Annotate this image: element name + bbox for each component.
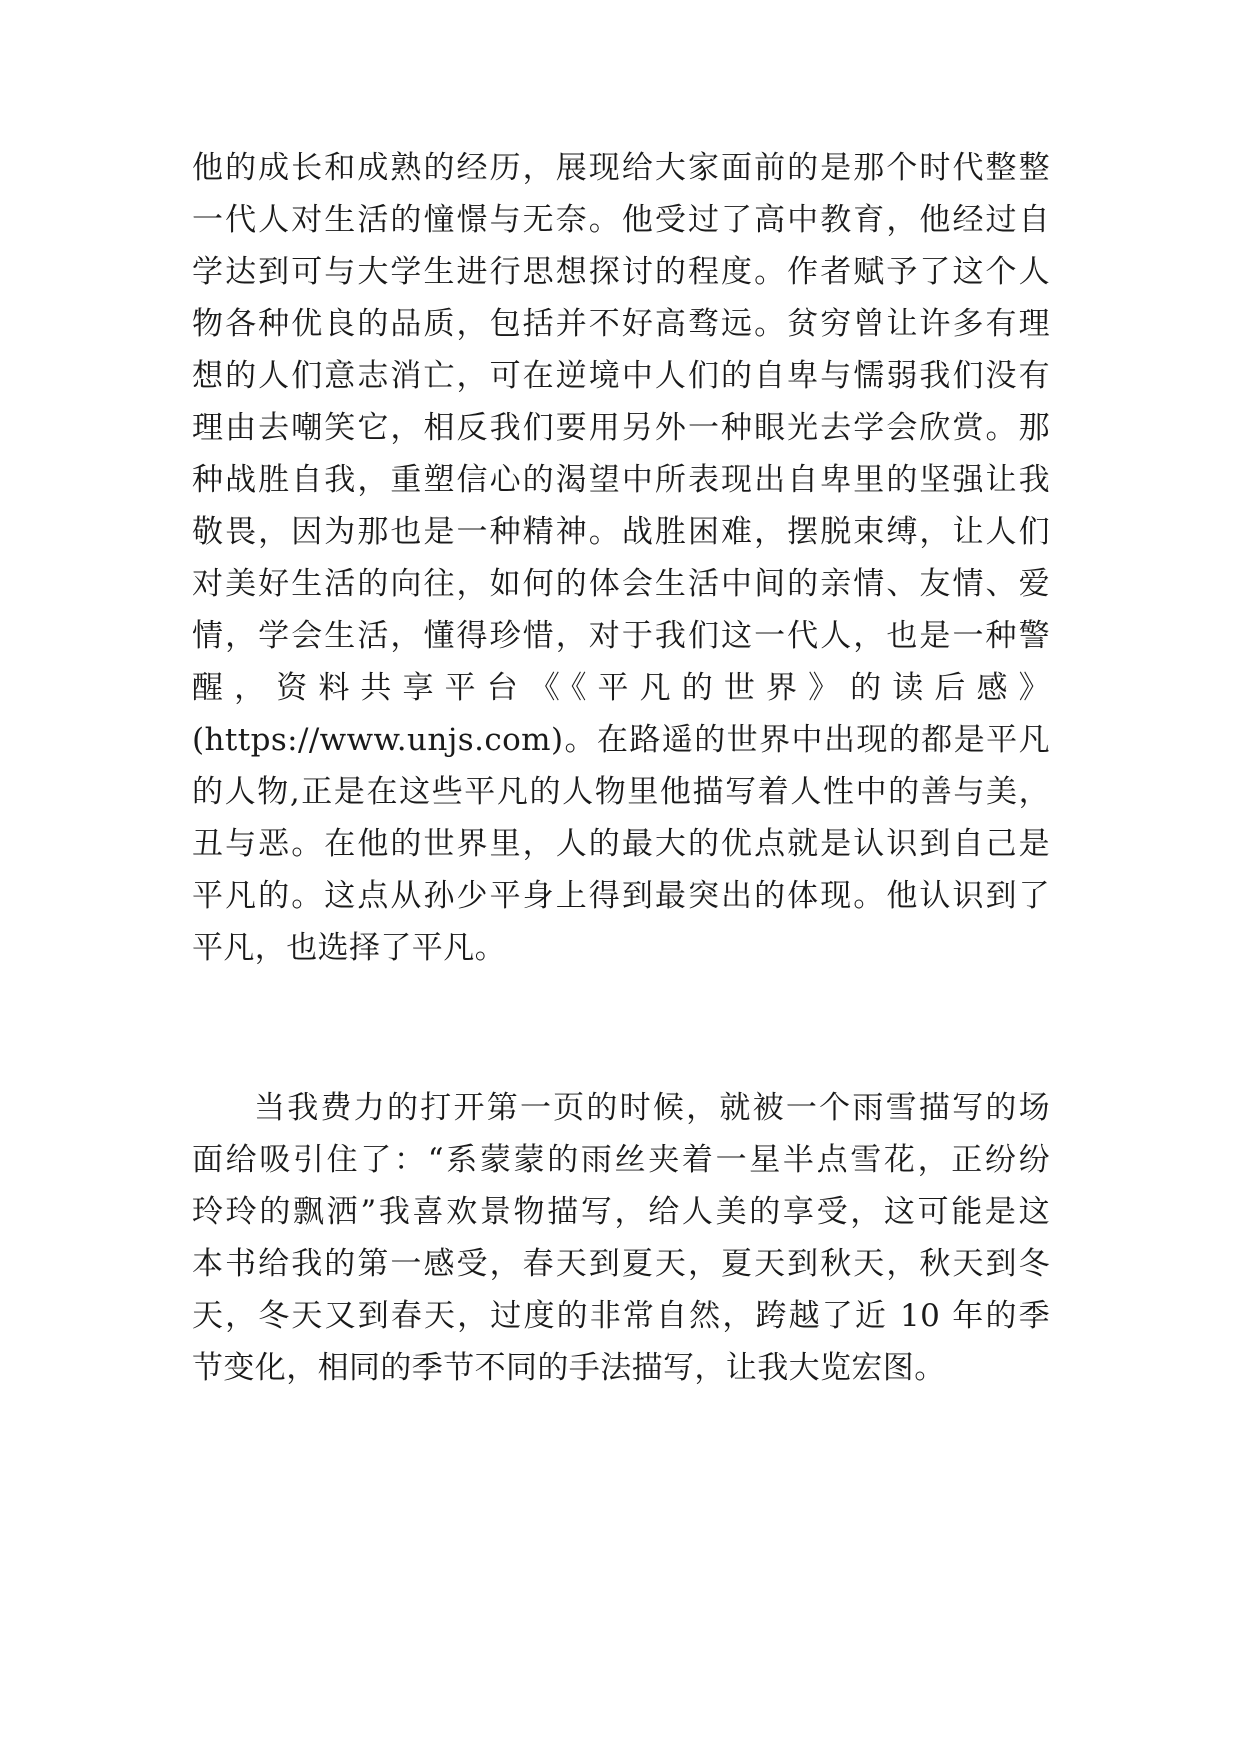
text-line: 面给吸引住了：“系蒙蒙的雨丝夹着一星半点雪花，正纷纷	[192, 1142, 1050, 1178]
text-line: 天，冬天又到春天，过度的非常自然，跨越了近 10 年的季	[192, 1298, 1050, 1334]
text-line: 玲玲的飘洒”我喜欢景物描写，给人美的享受，这可能是这	[192, 1194, 1050, 1230]
text-line: 想的人们意志消亡，可在逆境中人们的自卑与懦弱我们没有	[192, 358, 1050, 394]
text-line: 理由去嘲笑它，相反我们要用另外一种眼光去学会欣赏。那	[192, 410, 1050, 446]
text-line: 学达到可与大学生进行思想探讨的程度。作者赋予了这个人	[192, 254, 1050, 290]
text-line: 丑与恶。在他的世界里，人的最大的优点就是认识到自己是	[192, 826, 1050, 862]
text-line: 一代人对生活的憧憬与无奈。他受过了高中教育，他经过自	[192, 202, 1050, 238]
text-line: 情，学会生活，懂得珍惜，对于我们这一代人，也是一种警	[192, 618, 1050, 654]
text-line: 本书给我的第一感受，春天到夏天，夏天到秋天，秋天到冬	[192, 1246, 1050, 1282]
text-line: 敬畏，因为那也是一种精神。战胜困难，摆脱束缚，让人们	[192, 514, 1050, 550]
text-line: 他的成长和成熟的经历，展现给大家面前的是那个时代整整	[192, 150, 1050, 186]
text-line-indented: 当我费力的打开第一页的时候，就被一个雨雪描写的场	[254, 1090, 1050, 1126]
text-line: 种战胜自我，重塑信心的渴望中所表现出自卑里的坚强让我	[192, 462, 1050, 498]
text-line: 的人物,正是在这些平凡的人物里他描写着人性中的善与美，	[192, 774, 1050, 810]
text-line: 平凡的。这点从孙少平身上得到最突出的体现。他认识到了	[192, 878, 1050, 914]
text-line: 醒，资料共享平台《《平凡的世界》的读后感》	[192, 670, 1050, 706]
text-line: 物各种优良的品质，包括并不好高骛远。贫穷曾让许多有理	[192, 306, 1050, 342]
text-line: 节变化，相同的季节不同的手法描写，让我大览宏图。	[192, 1350, 946, 1386]
text-line: 对美好生活的向往，如何的体会生活中间的亲情、友情、爱	[192, 566, 1050, 602]
text-line: 平凡，也选择了平凡。	[192, 930, 506, 966]
text-line-url: (https://www.unjs.com)。在路遥的世界中出现的都是平凡	[192, 722, 1050, 758]
